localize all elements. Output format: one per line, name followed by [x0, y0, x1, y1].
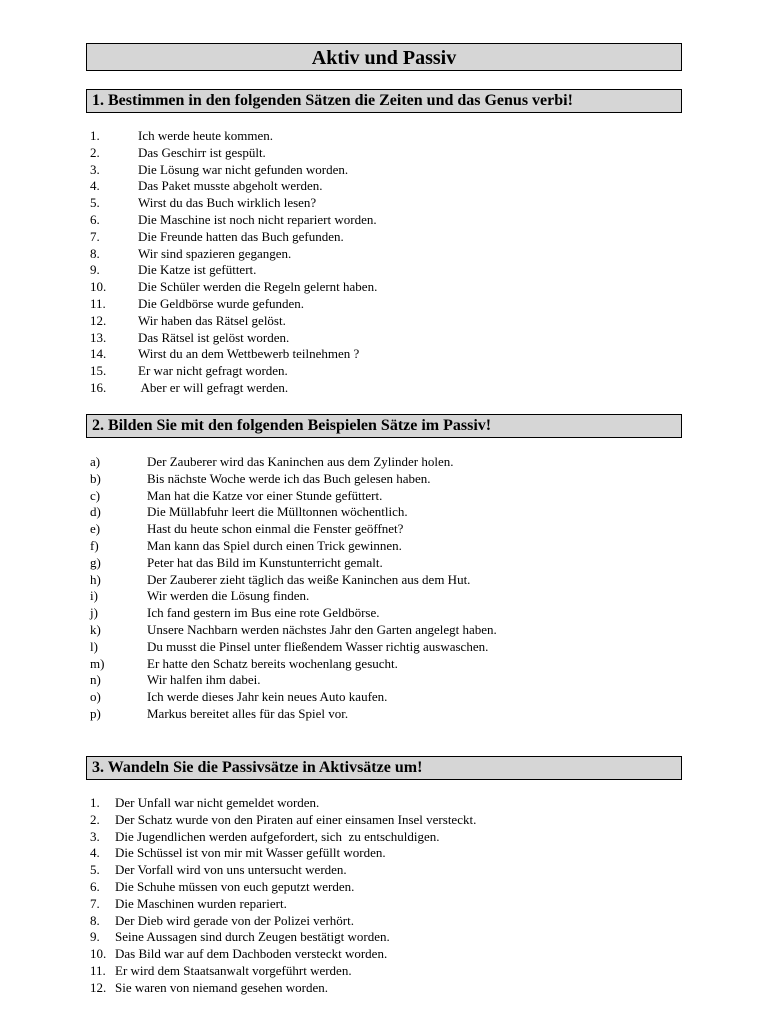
item-number: 11.: [90, 962, 106, 978]
list-item: [90, 128, 377, 145]
item-number: 6.: [90, 878, 100, 894]
item-number: 1.: [90, 128, 100, 143]
item-text: Wir haben das Rätsel gelöst.: [138, 312, 286, 328]
item-text: Er wird dem Staatsanwalt vorgeführt werden.: [115, 962, 352, 978]
list-item: [90, 279, 377, 296]
item-number: 8.: [90, 912, 100, 928]
item-number: n): [90, 672, 101, 688]
item-number: 12.: [90, 979, 107, 995]
item-text: Er hatte den Schatz bereits wochenlang gesucht.: [147, 655, 398, 671]
section-1-list: [90, 128, 377, 397]
item-number: m): [90, 655, 105, 671]
item-number: h): [90, 571, 101, 587]
list-item: [90, 879, 476, 896]
item-text: Man hat die Katze vor einer Stunde gefüttert.: [147, 487, 383, 503]
list-item: [90, 845, 476, 862]
item-text: Die Freunde hatten das Buch gefunden.: [138, 228, 344, 244]
item-text: Das Geschirr ist gespült.: [138, 144, 266, 160]
item-number: 5.: [90, 195, 100, 211]
section-2-list: [90, 454, 497, 723]
item-number: 1.: [90, 795, 100, 810]
item-number: 13.: [90, 329, 107, 345]
item-text: Er war nicht gefragt worden.: [138, 363, 288, 379]
list-item: [90, 963, 476, 980]
list-item: [90, 195, 377, 212]
item-number: 14.: [90, 346, 107, 362]
list-item: [90, 178, 377, 195]
item-number: 6.: [90, 211, 100, 227]
item-text: Die Maschine ist noch nicht repariert worden.: [138, 211, 377, 227]
item-text: Die Lösung war nicht gefunden worden.: [138, 161, 349, 177]
list-item: [90, 454, 497, 471]
item-number: 5.: [90, 862, 100, 878]
item-text: Wirst du das Buch wirklich lesen?: [138, 195, 317, 211]
section-2-heading: 2. Bilden Sie mit den folgenden Beispielen Sätze im Passiv!: [86, 414, 682, 438]
list-item: [90, 946, 476, 963]
list-item: [90, 504, 497, 521]
item-text: Der Unfall war nicht gemeldet worden.: [115, 795, 320, 810]
item-text: Seine Aussagen sind durch Zeugen bestätigt worden.: [115, 929, 390, 945]
item-number: c): [90, 487, 101, 503]
item-number: 3.: [90, 828, 100, 844]
item-number: p): [90, 705, 101, 721]
item-number: 4.: [90, 845, 100, 861]
list-item: [90, 588, 497, 605]
item-number: j): [90, 605, 98, 621]
list-item: [90, 212, 377, 229]
list-item: [90, 555, 497, 572]
item-number: 12.: [90, 312, 107, 328]
list-item: [90, 795, 476, 812]
item-text: Wir werden die Lösung finden.: [147, 588, 310, 604]
item-number: 3.: [90, 161, 100, 177]
section-1-heading: 1. Bestimmen in den folgenden Sätzen die Zeiten und das Genus verbi!: [86, 89, 682, 113]
item-text: Die Maschinen wurden repariert.: [115, 895, 287, 911]
item-text: Wir sind spazieren gegangen.: [138, 245, 292, 261]
item-text: Ich werde dieses Jahr kein neues Auto kaufen.: [147, 689, 388, 705]
item-number: 7.: [90, 895, 100, 911]
list-item: [90, 229, 377, 246]
item-number: 16.: [90, 379, 107, 395]
item-text: Der Zauberer zieht täglich das weiße Kaninchen aus dem Hut.: [147, 571, 471, 587]
list-item: [90, 246, 377, 263]
list-item: [90, 538, 497, 555]
item-text: Unsere Nachbarn werden nächstes Jahr den Garten angelegt haben.: [147, 621, 497, 637]
list-item: [90, 656, 497, 673]
list-item: [90, 330, 377, 347]
item-number: l): [90, 638, 98, 654]
list-item: [90, 380, 377, 397]
list-item: [90, 313, 377, 330]
item-number: b): [90, 470, 101, 486]
section-3-heading: 3. Wandeln Sie die Passivsätze in Aktivsätze um!: [86, 756, 682, 780]
item-number: 10.: [90, 946, 107, 962]
item-number: 2.: [90, 144, 100, 160]
item-text: Hast du heute schon einmal die Fenster geöffnet?: [147, 521, 404, 537]
list-item: [90, 706, 497, 723]
list-item: [90, 896, 476, 913]
item-text: Sie waren von niemand gesehen worden.: [115, 979, 328, 995]
list-item: [90, 829, 476, 846]
item-number: o): [90, 689, 101, 705]
list-item: [90, 471, 497, 488]
section-3-list: [90, 795, 476, 997]
list-item: [90, 980, 476, 997]
item-text: Das Bild war auf dem Dachboden versteckt worden.: [115, 946, 388, 962]
item-number: 2.: [90, 811, 100, 827]
item-text: Der Zauberer wird das Kaninchen aus dem Zylinder holen.: [147, 454, 454, 469]
item-number: 9.: [90, 929, 100, 945]
item-text: Aber er will gefragt werden.: [138, 379, 289, 395]
item-text: Der Dieb wird gerade von der Polizei verhört.: [115, 912, 354, 928]
page-title: Aktiv und Passiv: [86, 43, 682, 71]
list-item: [90, 521, 497, 538]
item-number: 15.: [90, 363, 107, 379]
item-text: Die Geldbörse wurde gefunden.: [138, 295, 305, 311]
list-item: [90, 622, 497, 639]
item-number: i): [90, 588, 98, 604]
item-number: 10.: [90, 279, 107, 295]
list-item: [90, 913, 476, 930]
item-text: Markus bereitet alles für das Spiel vor.: [147, 705, 349, 721]
list-item: [90, 262, 377, 279]
item-number: 8.: [90, 245, 100, 261]
item-number: g): [90, 554, 101, 570]
item-text: Ich fand gestern im Bus eine rote Geldbörse.: [147, 605, 380, 621]
item-text: Der Vorfall wird von uns untersucht werden.: [115, 862, 347, 878]
item-number: a): [90, 454, 101, 469]
item-text: Man kann das Spiel durch einen Trick gewinnen.: [147, 537, 402, 553]
list-item: [90, 162, 377, 179]
item-text: Wirst du an dem Wettbewerb teilnehmen ?: [138, 346, 360, 362]
item-text: Die Katze ist gefüttert.: [138, 262, 257, 278]
item-text: Die Schüler werden die Regeln gelernt haben.: [138, 279, 378, 295]
item-text: Die Müllabfuhr leert die Mülltonnen wöchentlich.: [147, 504, 408, 520]
item-text: Der Schatz wurde von den Piraten auf einer einsamen Insel versteckt.: [115, 811, 477, 827]
list-item: [90, 346, 377, 363]
item-text: Ich werde heute kommen.: [138, 128, 274, 143]
item-text: Das Paket musste abgeholt werden.: [138, 178, 323, 194]
item-number: 7.: [90, 228, 100, 244]
list-item: [90, 488, 497, 505]
item-text: Das Rätsel ist gelöst worden.: [138, 329, 290, 345]
item-number: 4.: [90, 178, 100, 194]
item-number: e): [90, 521, 101, 537]
list-item: [90, 929, 476, 946]
item-text: Peter hat das Bild im Kunstunterricht gemalt.: [147, 554, 383, 570]
item-number: 9.: [90, 262, 100, 278]
item-number: 11.: [90, 295, 106, 311]
item-text: Die Schüssel ist von mir mit Wasser gefüllt worden.: [115, 845, 386, 861]
list-item: [90, 672, 497, 689]
item-number: f): [90, 537, 99, 553]
list-item: [90, 145, 377, 162]
item-number: k): [90, 621, 101, 637]
list-item: [90, 296, 377, 313]
list-item: [90, 689, 497, 706]
item-text: Du musst die Pinsel unter fließendem Wasser richtig auswaschen.: [147, 638, 489, 654]
list-item: [90, 605, 497, 622]
item-text: Bis nächste Woche werde ich das Buch gelesen haben.: [147, 470, 431, 486]
list-item: [90, 812, 476, 829]
item-text: Die Jugendlichen werden aufgefordert, sich zu entschuldigen.: [115, 828, 440, 844]
list-item: [90, 862, 476, 879]
list-item: [90, 639, 497, 656]
item-number: d): [90, 504, 101, 520]
item-text: Wir halfen ihm dabei.: [147, 672, 261, 688]
list-item: [90, 363, 377, 380]
item-text: Die Schuhe müssen von euch geputzt werden.: [115, 878, 355, 894]
list-item: [90, 572, 497, 589]
